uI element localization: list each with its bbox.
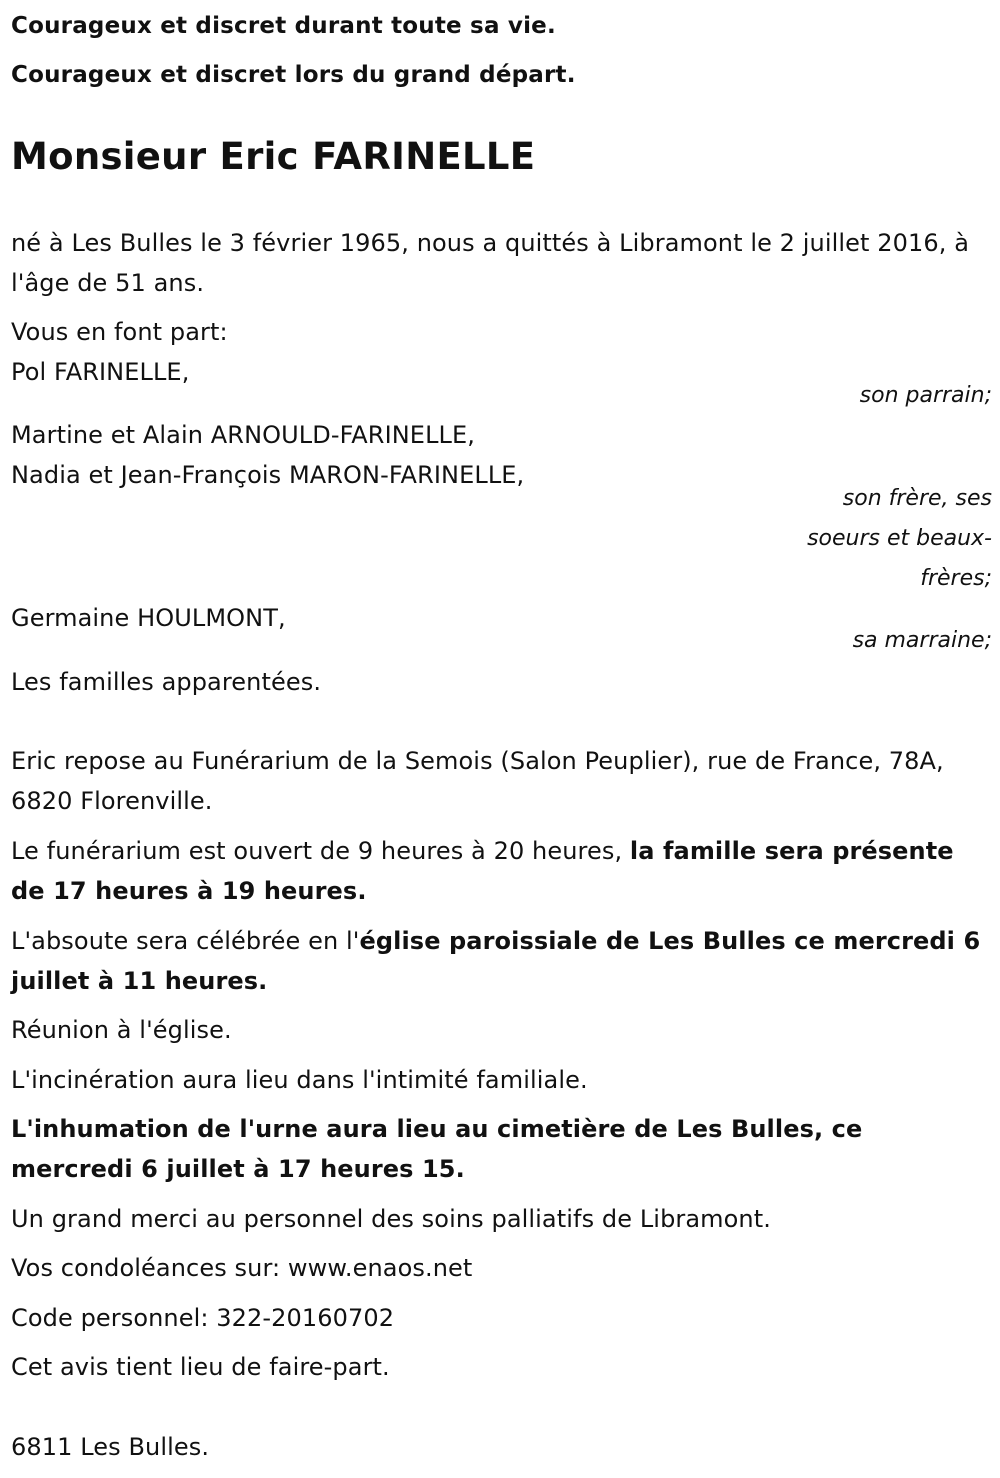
address: 6811 Les Bulles.	[11, 1433, 210, 1461]
thanks-message: Un grand merci au personnel des soins palliatifs de Libramont.	[11, 1205, 771, 1233]
inhumation-info: L'inhumation de l'urne aura lieu au cimetière de Les Bulles, ce mercredi 6 juillet à 17 heures 15.	[11, 1115, 863, 1183]
funerarium-hours	[11, 831, 992, 911]
announcer-role-line: frères;	[920, 566, 992, 591]
absoute-info	[11, 921, 992, 1001]
announcer-role: son parrain;	[859, 383, 992, 408]
absoute-text: L'absoute sera célébrée en l'	[11, 927, 360, 955]
announcer-role: sa marraine;	[852, 628, 992, 653]
announcer-role-line: son frère, ses	[842, 486, 992, 511]
reunion-info: Réunion à l'église.	[11, 1016, 232, 1044]
announcer-role-line: soeurs et beaux-	[807, 526, 992, 551]
intro-line-1: Courageux et discret durant toute sa vie.	[11, 13, 556, 39]
absoute-place-time: église paroissiale de Les Bulles ce mercredi 6 juillet à 11 heures.	[11, 927, 981, 995]
announcer-name: Nadia et Jean-François MARON-FARINELLE,	[11, 461, 525, 489]
repose-location: Eric repose au Funérarium de la Semois (Salon Peuplier), rue de France, 78A, 6820 Florenville.	[11, 747, 944, 815]
announcer-name: Pol FARINELLE,	[11, 358, 190, 386]
personal-code: Code personnel: 322-20160702	[11, 1304, 395, 1332]
intro-line-2: Courageux et discret lors du grand départ.	[11, 62, 576, 88]
announcer-name: Martine et Alain ARNOULD-FARINELLE,	[11, 421, 476, 449]
incineration-info: L'incinération aura lieu dans l'intimité familiale.	[11, 1066, 588, 1094]
announcers-heading: Vous en font part:	[11, 318, 228, 346]
announcer-name: Germaine HOULMONT,	[11, 604, 286, 632]
deceased-name: Monsieur Eric FARINELLE	[11, 135, 536, 178]
related-families: Les familles apparentées.	[11, 668, 322, 696]
birth-death-info: né à Les Bulles le 3 février 1965, nous a quittés à Libramont le 2 juillet 2016, à l'âge de 51 ans.	[11, 229, 970, 297]
funerarium-hours-text: Le funérarium est ouvert de 9 heures à 20 heures,	[11, 837, 630, 865]
notice-statement: Cet avis tient lieu de faire-part.	[11, 1353, 390, 1381]
condolences-link[interactable]: Vos condoléances sur: www.enaos.net	[11, 1254, 473, 1282]
family-presence: la famille sera présente de 17 heures à 19 heures.	[11, 837, 954, 905]
